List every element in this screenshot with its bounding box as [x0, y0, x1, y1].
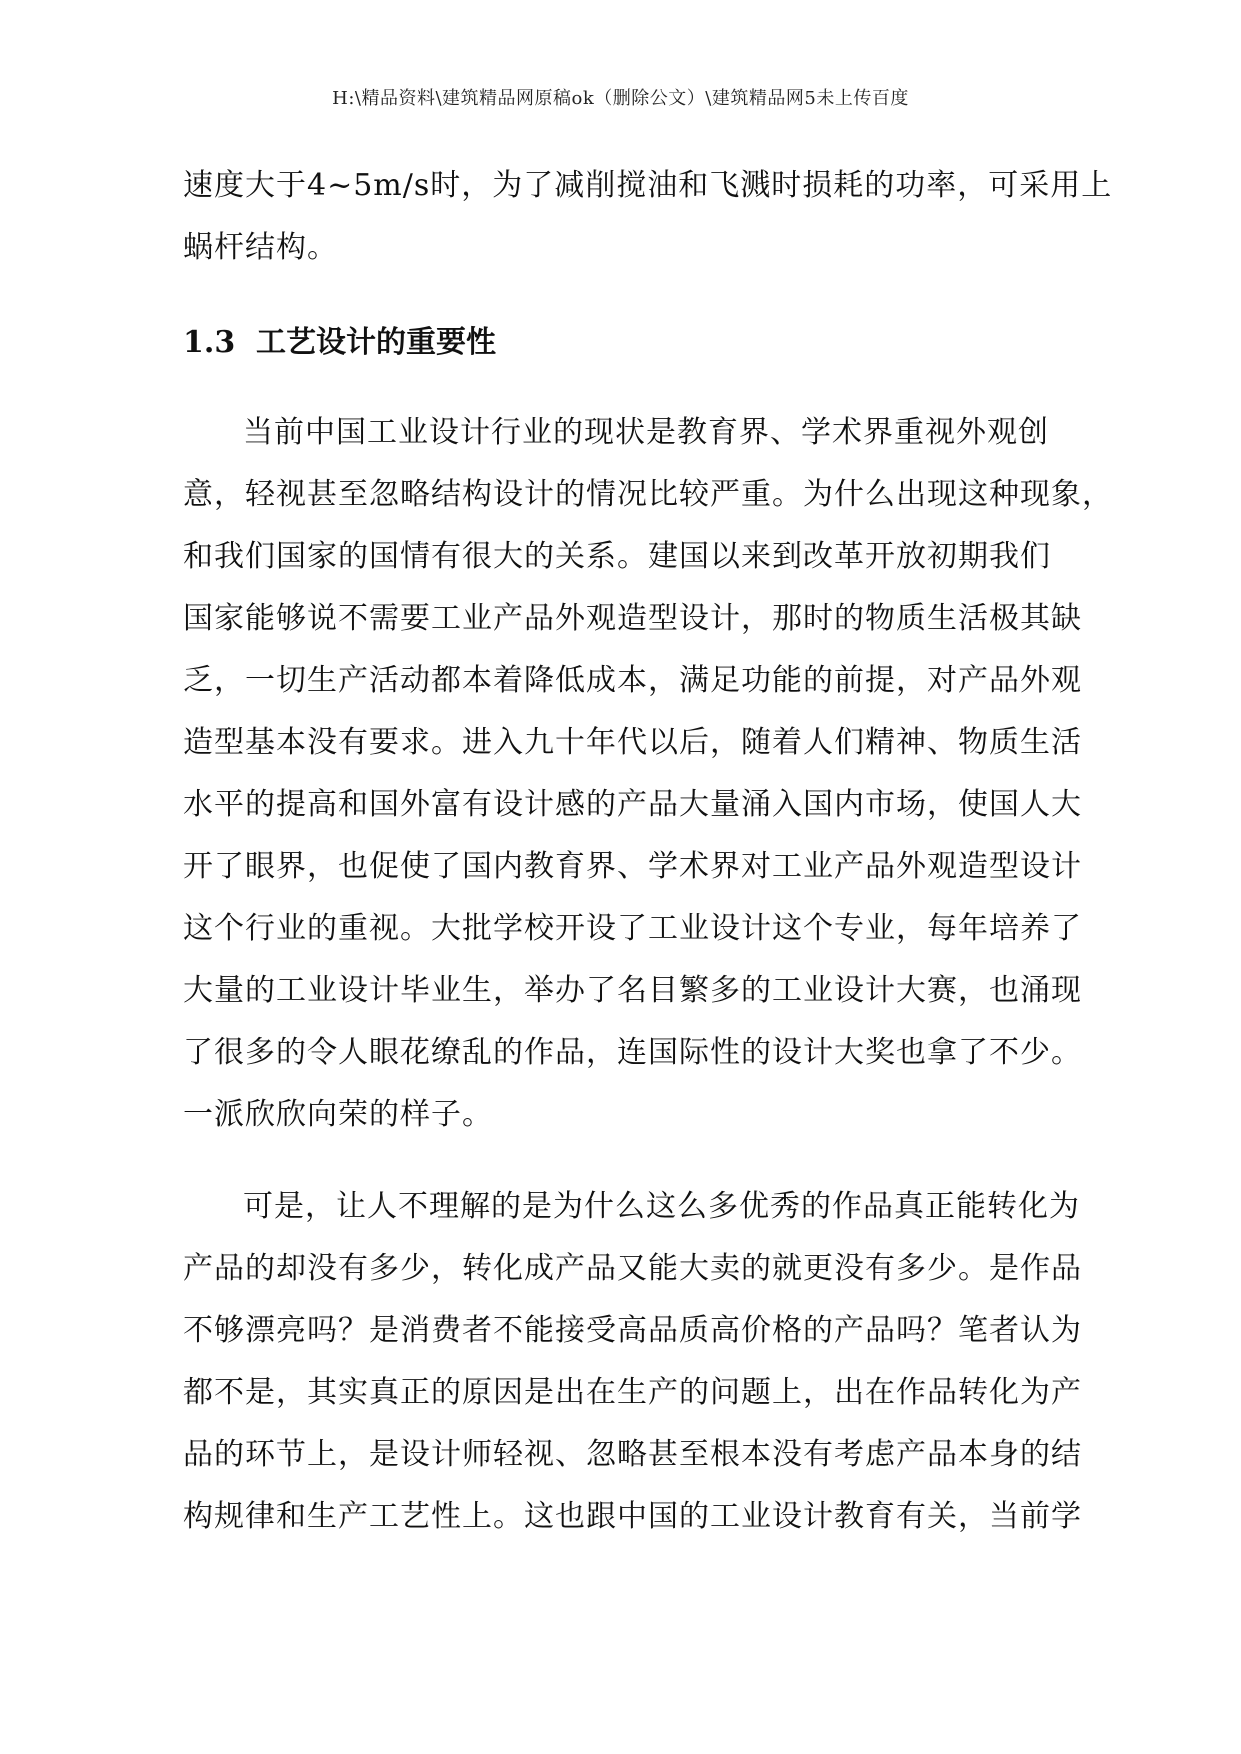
paragraph-line: 不够漂亮吗？是消费者不能接受高品质高价格的产品吗？笔者认为	[183, 1313, 1082, 1348]
paragraph-line: 乏，一切生产活动都本着降低成本，满足功能的前提，对产品外观	[183, 663, 1082, 698]
paragraph-1	[183, 155, 1113, 279]
paragraph-line: 蜗杆结构。	[183, 230, 338, 265]
paragraph-line: 意，轻视甚至忽略结构设计的情况比较严重。为什么出现这种现象，	[183, 477, 1113, 512]
paragraph-line: 速度大于4~5m/s时，为了减削搅油和飞溅时损耗的功率，可采用上	[183, 168, 1113, 203]
paragraph-line: 大量的工业设计毕业生，举办了名目繁多的工业设计大赛，也涌现	[183, 973, 1082, 1008]
paragraph-line: 了很多的令人眼花缭乱的作品，连国际性的设计大奖也拿了不少。	[183, 1035, 1082, 1070]
paragraph-line: 造型基本没有要求。进入九十年代以后，随着人们精神、物质生活	[183, 725, 1082, 760]
paragraph-line: 一派欣欣向荣的样子。	[183, 1097, 493, 1132]
paragraph-line: 品的环节上，是设计师轻视、忽略甚至根本没有考虑产品本身的结	[183, 1437, 1082, 1472]
section-title: 工艺设计的重要性	[256, 325, 496, 360]
document-body	[183, 155, 1113, 1548]
paragraph-line: 国家能够说不需要工业产品外观造型设计，那时的物质生活极其缺	[183, 601, 1082, 636]
paragraph-line: 当前中国工业设计行业的现状是教育界、学术界重视外观创	[243, 415, 1049, 450]
paragraph-line: 构规律和生产工艺性上。这也跟中国的工业设计教育有关，当前学	[183, 1499, 1082, 1534]
paragraph-spacer	[183, 1146, 1083, 1176]
paragraph-2	[183, 402, 1113, 1146]
page-header-path: H:\精品资料\建筑精品网原稿ok（删除公文）\建筑精品网5未上传百度	[332, 88, 909, 109]
paragraph-line: 这个行业的重视。大批学校开设了工业设计这个专业，每年培养了	[183, 911, 1082, 946]
section-number: 1.3	[183, 325, 236, 360]
paragraph-line: 开了眼界，也促使了国内教育界、学术界对工业产品外观造型设计	[183, 849, 1082, 884]
paragraph-line: 水平的提高和国外富有设计感的产品大量涌入国内市场，使国人大	[183, 787, 1082, 822]
section-heading	[183, 312, 1083, 374]
paragraph-line: 和我们国家的国情有很大的关系。建国以来到改革开放初期我们	[183, 539, 1051, 574]
paragraph-line: 产品的却没有多少，转化成产品又能大卖的就更没有多少。是作品	[183, 1251, 1082, 1286]
paragraph-3	[183, 1176, 1083, 1548]
paragraph-line: 都不是，其实真正的原因是出在生产的问题上，出在作品转化为产	[183, 1375, 1082, 1410]
paragraph-line: 可是，让人不理解的是为什么这么多优秀的作品真正能转化为	[243, 1189, 1080, 1224]
